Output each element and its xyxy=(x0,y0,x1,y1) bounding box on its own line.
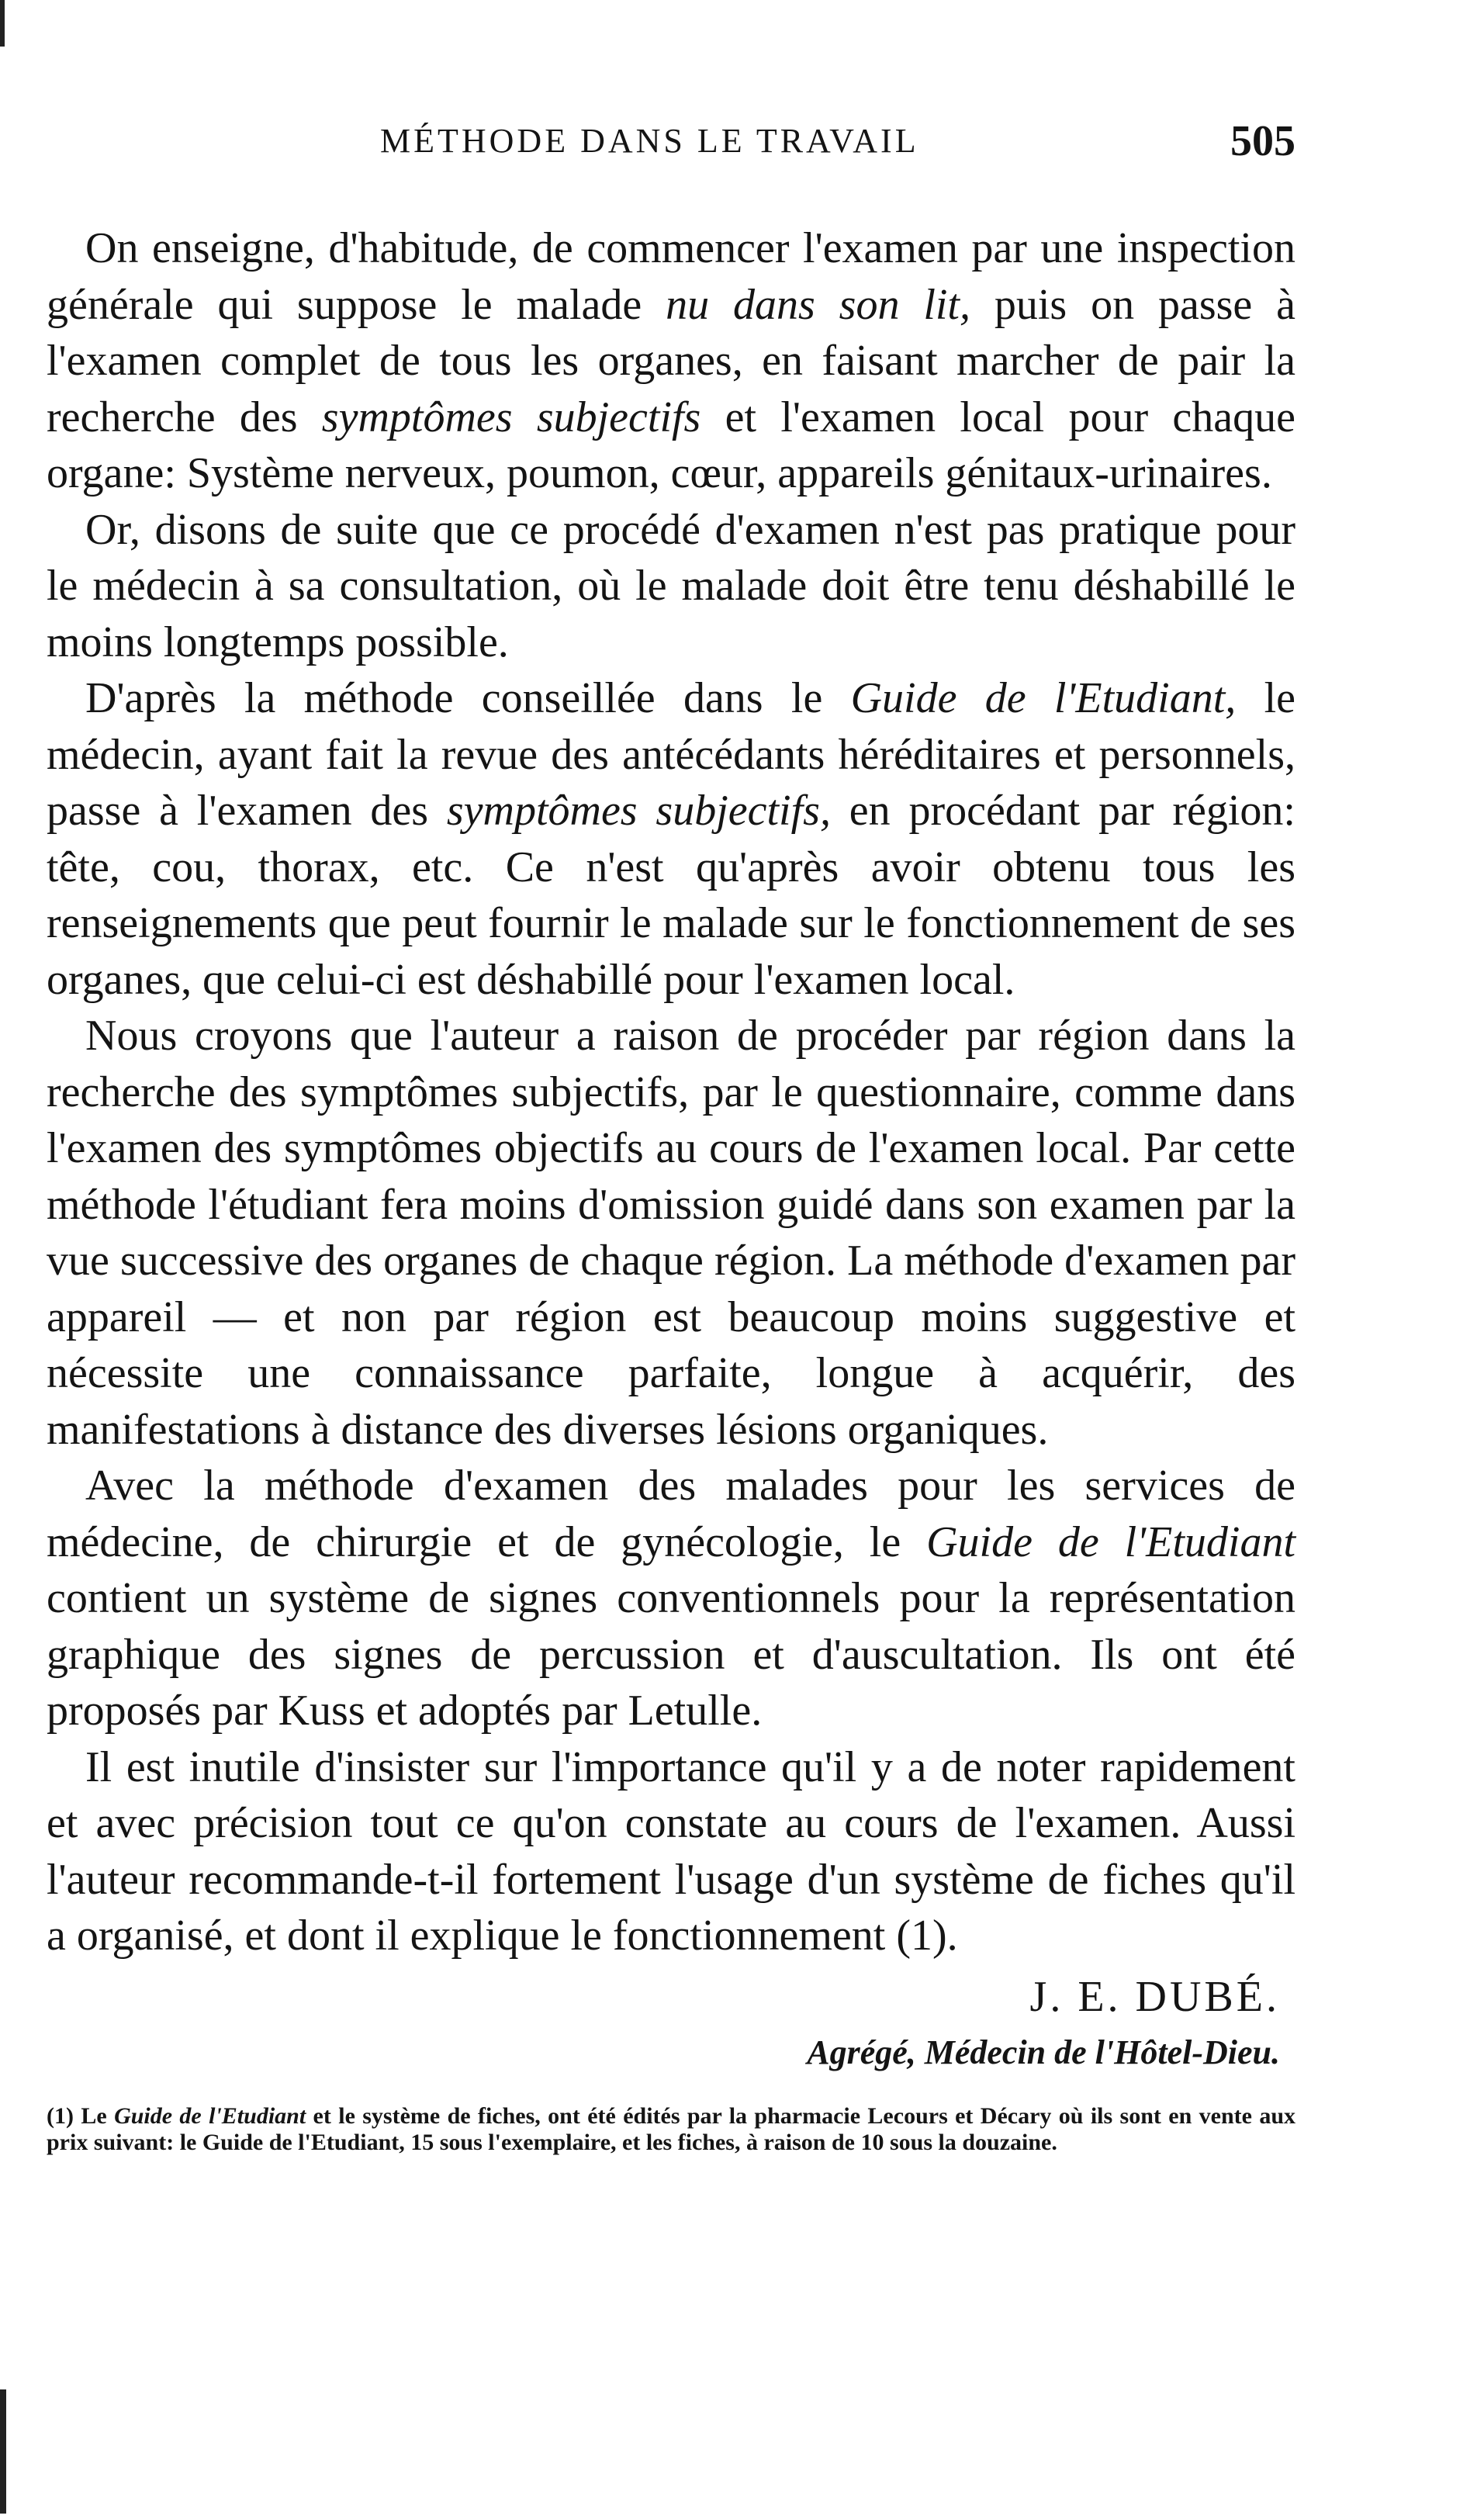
paragraph-3-text-a: D'après la méthode conseillée dans le xyxy=(85,674,851,722)
running-head xyxy=(47,116,1295,178)
article-body xyxy=(47,220,1295,1964)
footnote-text: et le système de fiches, ont été édités par la pharmacie Lecours et Décary où ils sont en vente aux prix suivant: le Guide de l'Etudiant, 15 sous l'exemplaire, et les fiches, à raison de 10 sous la douzaine. xyxy=(47,2102,1296,2155)
paragraph-3-italic-a: Guide de l'Etudiant, xyxy=(850,674,1237,722)
paragraph-5-italic: Guide de l'Etudiant xyxy=(926,1517,1295,1566)
paragraph-4 xyxy=(47,1008,1295,1458)
paragraph-5-text-a: Avec la méthode d'examen des malades pour les services de médecine, de chirurgie et de gynécologie, le xyxy=(47,1462,1295,1566)
scan-edge-mark-top xyxy=(0,0,5,47)
paragraph-1-italic-b: symptômes subjectifs xyxy=(321,393,701,441)
paragraph-4-text: Nous croyons que l'auteur a raison de procéder par région dans la recherche des symptômes subjectifs, par le questionnaire, comme dans l'examen des symptômes objectifs au cours de l'examen local. Par cette méthode l'étudiant fera moins d'omission guidé dans son examen par la vue successive des organes de chaque région. La méthode d'examen par appareil — et non par région est beaucoup moins suggestive et nécessite une connaissance parfaite, longue à acquérir, des manifestations à distance des diverses lésions organiques. xyxy=(47,1012,1295,1454)
paragraph-3-text-b: le médecin, ayant fait la revue des antécédants héréditaires et personnels, passe à l'examen des xyxy=(47,674,1295,835)
paragraph-1 xyxy=(47,220,1295,502)
paragraph-3-italic-b: symptômes subjectifs, xyxy=(446,787,831,835)
paragraph-6-text: Il est inutile d'insister sur l'importance qu'il y a de noter rapidement et avec précision tout ce qu'on constate au cours de l'examen. Aussi l'auteur recommande-t-il fortement l'usage d'un système de fiches qu'il a organisé, et dont il explique le fonctionnement (1). xyxy=(47,1742,1295,1960)
paragraph-1-italic-a: nu dans son lit, xyxy=(666,280,970,329)
scan-edge-mark-bottom xyxy=(0,2389,6,2514)
paragraph-2-text: Or, disons de suite que ce procédé d'examen n'est pas pratique pour le médecin à sa consultation, où le malade doit être tenu déshabillé le moins longtemps possible. xyxy=(47,505,1295,666)
paragraph-3 xyxy=(47,670,1295,1008)
paragraph-1-text-b: puis on passe à l'examen complet de tous les organes, en faisant marcher de pair la recherche des xyxy=(47,280,1295,441)
paragraph-2 xyxy=(47,502,1295,671)
page-number: 505 xyxy=(1230,117,1295,165)
running-title: MÉTHODE DANS LE TRAVAIL xyxy=(380,122,919,160)
author-title: Agrégé, Médecin de l'Hôtel-Dieu. xyxy=(807,2033,1280,2071)
paragraph-6 xyxy=(47,1739,1295,1964)
author-signature: J. E. DUBÉ. xyxy=(1029,1972,1280,2021)
paragraph-5 xyxy=(47,1458,1295,1739)
paragraph-1-text-a: On enseigne, d'habitude, de commencer l'examen par une inspection générale qui suppose le malade xyxy=(47,224,1295,329)
book-page xyxy=(47,116,1295,2156)
paragraph-3-text-c: en procédant par région: tête, cou, thorax, etc. Ce n'est qu'après avoir obtenu tous les renseignements que peut fournir le malade sur le fonctionnement de ses organes, que celui-ci est déshabillé pour l'examen local. xyxy=(47,787,1295,1004)
footnote-italic: Guide de l'Etudiant xyxy=(114,2102,306,2129)
paragraph-1-text-c: et l'examen local pour chaque organe: Système nerveux, poumon, cœur, appareils génitaux-urinaires. xyxy=(47,393,1295,497)
footnote xyxy=(47,2103,1295,2156)
footnote-marker: (1) Le xyxy=(47,2102,115,2129)
paragraph-5-text-b: contient un système de signes conventionnels pour la représentation graphique des signes de percussion et d'auscultation. Ils ont été proposés par Kuss et adoptés par Letulle. xyxy=(47,1574,1295,1735)
